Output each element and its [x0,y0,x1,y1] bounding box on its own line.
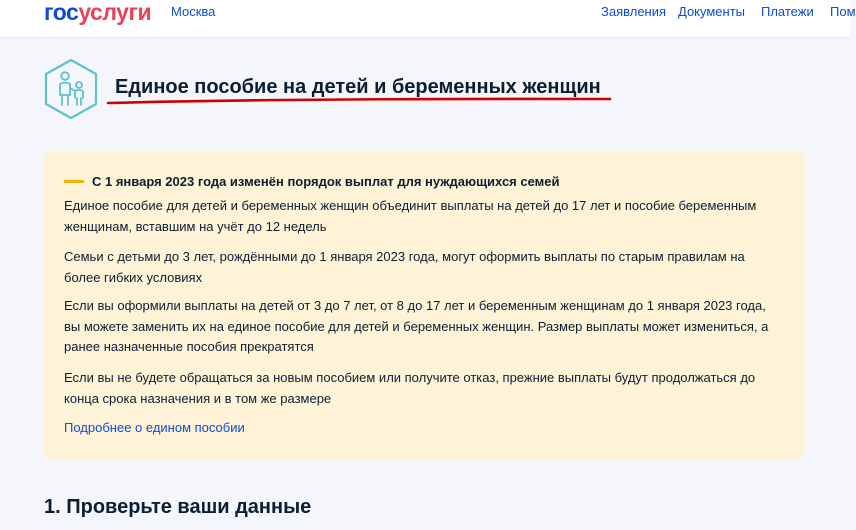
nav-item-applications[interactable]: Заявления [601,4,667,19]
notice-title: С 1 января 2023 года изменён порядок выплат для нуждающихся семей [92,174,560,189]
family-icon [42,58,100,120]
section-title: 1. Проверьте ваши данные [44,496,312,518]
notice-paragraph: Если вы не будете обращаться за новым пособием или получите отказ, прежние выплаты будут продолжаться до конца срока назначения и в том же размере [64,370,756,406]
more-info-link[interactable]: Подробнее о едином пособии [64,420,245,435]
notice-paragraph: Если вы оформили выплаты на детей от 3 до 7 лет, от 8 до 17 лет и беременным женщинам до 1 января 2023 года, вы можете заменить их на единое пособие для детей и беременных женщин. Размер выплаты может измениться, а ранее назначенные пособия прекратятся [64,298,769,354]
notice-paragraph: Единое пособие для детей и беременных женщин объединит выплаты на детей до 17 лет и пособие беременным женщинам, вставшим на учёт до 12 недель [64,198,757,234]
nav-item-documents[interactable]: Документы [678,4,746,19]
nav-item-help[interactable]: Пом [830,4,856,19]
nav-item-payments[interactable]: Платежи [761,4,814,19]
info-notice [44,151,805,459]
notice-paragraph: Семьи с детьми до 3 лет, рождёнными до 1 января 2023 года, могут оформить выплаты по старым правилам на более гибких условиях [64,249,745,285]
region-selector[interactable]: Москва [171,4,216,19]
notice-accent-bar [64,180,84,183]
page-title: Единое пособие на детей и беременных женщин [115,76,601,98]
gosuslugi-logo[interactable]: госуслуги [44,0,152,25]
title-underline-mark [106,96,612,106]
top-header [0,0,856,38]
